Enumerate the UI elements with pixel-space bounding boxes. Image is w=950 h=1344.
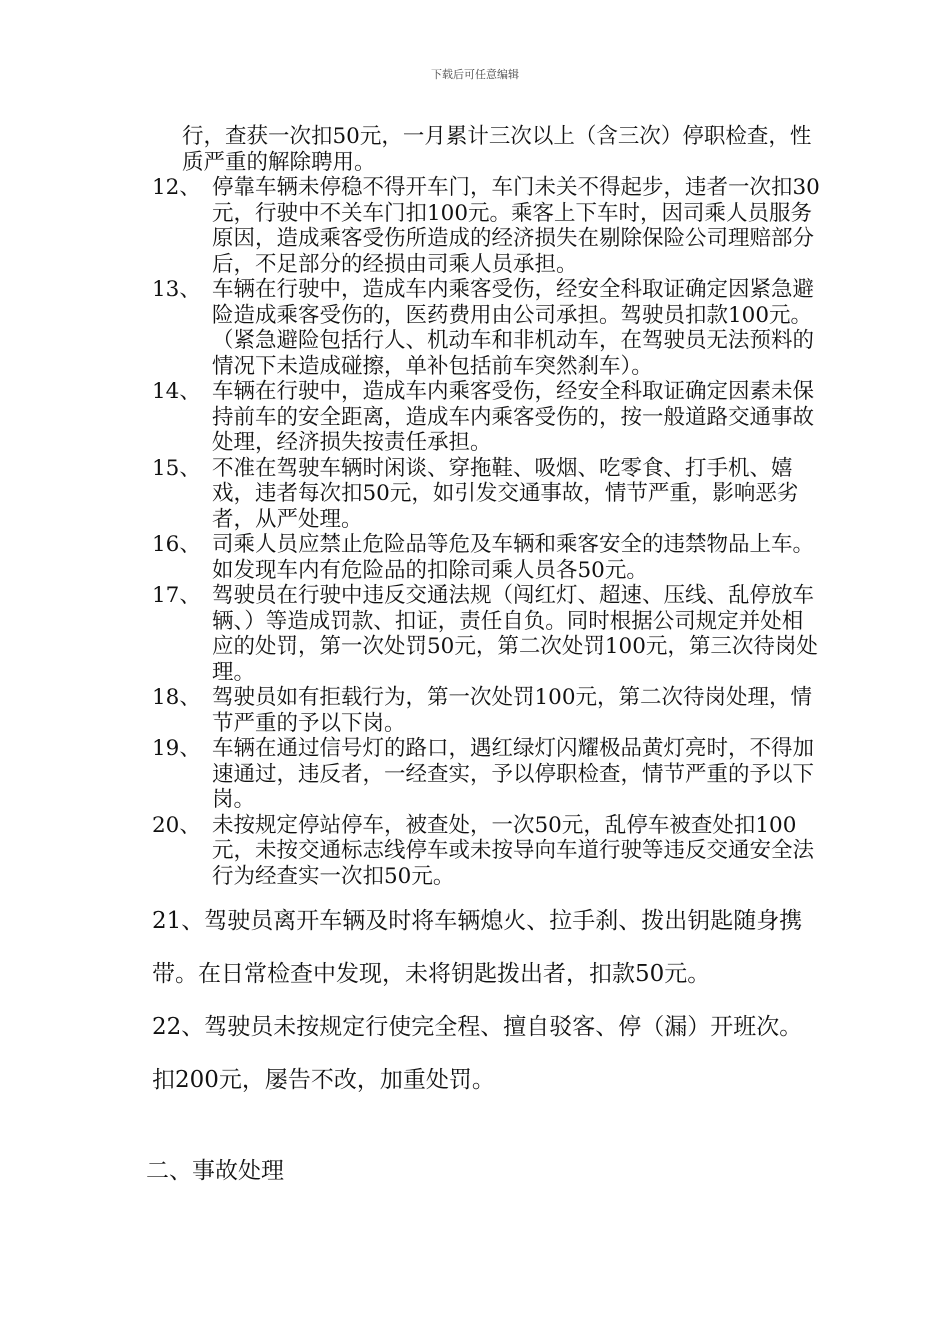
item-text: 司乘人员应禁止危险品等危及车辆和乘客安全的违禁物品上车。如发现车内有危险品的扣除司乘人员各50元。 [212,532,815,583]
item-number: 13、 [152,277,201,302]
item-text: 不准在驾驶车辆时闲谈、穿拖鞋、吸烟、吃零食、打手机、嬉戏，违者每次扣50元，如引发交通事故，情节严重，影响恶劣者，从严处理。 [212,455,799,532]
item-number: 18、 [152,685,201,710]
item-text: 驾驶员在行驶中违反交通法规（闯红灯、超速、压线、乱停放车辆、）等造成罚款、扣证，责任自负。同时根据公司规定并处相应的处罚，第一次处罚50元，第二次处罚100元，第三次待岗处理。 [212,583,818,685]
section-heading: 二、事故处理 [146,1158,284,1184]
list-item [152,685,822,736]
page-header: 下载后可任意编辑 [431,68,519,81]
item-text: 停靠车辆未停稳不得开车门，车门未关不得起步，违者一次扣30元，行驶中不关车门扣100元。乘客上下车时，因司乘人员服务原因，造成乘客受伤所造成的经济损失在剔除保险公司理赔部分后，不足部分的经损由司乘人员承担。 [212,175,820,277]
item-text: 驾驶员如有拒载行为，第一次处罚100元，第二次待岗处理，情节严重的予以下岗。 [212,685,813,736]
item-text: 车辆在通过信号灯的路口，遇红绿灯闪耀极品黄灯亮时，不得加速通过，违反者，一经查实，予以停职检查，情节严重的予以下岗。 [212,736,815,812]
item-number: 12、 [152,175,201,200]
list-item [152,532,822,583]
list-item [152,456,822,533]
item-text: 车辆在行驶中，造成车内乘客受伤，经安全科取证确定因素未保持前车的安全距离，造成车内乘客受伤的，按一般道路交通事故处理，经济损失按责任承担。 [212,379,815,455]
item-number: 15、 [152,455,201,481]
paragraph-block [152,895,822,1107]
item-number: 19、 [152,736,201,761]
list-item [152,813,822,890]
item-text: 未按规定停站停车，被查处，一次50元，乱停车被查处扣100元，未按交通标志线停车或未按导向车道行驶等违反交通安全法行为经查实一次扣50元。 [212,812,815,889]
list-item [152,736,822,813]
list-item [152,175,822,277]
list-item [152,277,822,379]
item-number: 14、 [152,379,201,404]
list-item [152,583,822,685]
rule-list [152,124,822,889]
item-number: 16、 [152,532,201,557]
paragraph: 22、驾驶员未按规定行使完全程、擅自驳客、停（漏）开班次。扣200元，屡告不改，加重处罚。 [152,1014,803,1093]
continuation-text: 行，查获一次扣50元，一月累计三次以上（含三次）停职检查，性质严重的解除聘用。 [182,124,812,175]
list-item [152,379,822,456]
item-number: 20、 [152,812,201,838]
item-text: 车辆在行驶中，造成车内乘客受伤，经安全科取证确定因紧急避险造成乘客受伤的，医药费用由公司承担。驾驶员扣款100元。（紧急避险包括行人、机动车和非机动车，在驾驶员无法预料的情况下未造成碰擦，单补包括前车突然刹车）。 [212,277,815,379]
item-number: 17、 [152,583,201,608]
paragraph: 21、驾驶员离开车辆及时将车辆熄火、拉手刹、拨出钥匙随身携带。在日常检查中发现，未将钥匙拨出者，扣款50元。 [152,908,803,987]
